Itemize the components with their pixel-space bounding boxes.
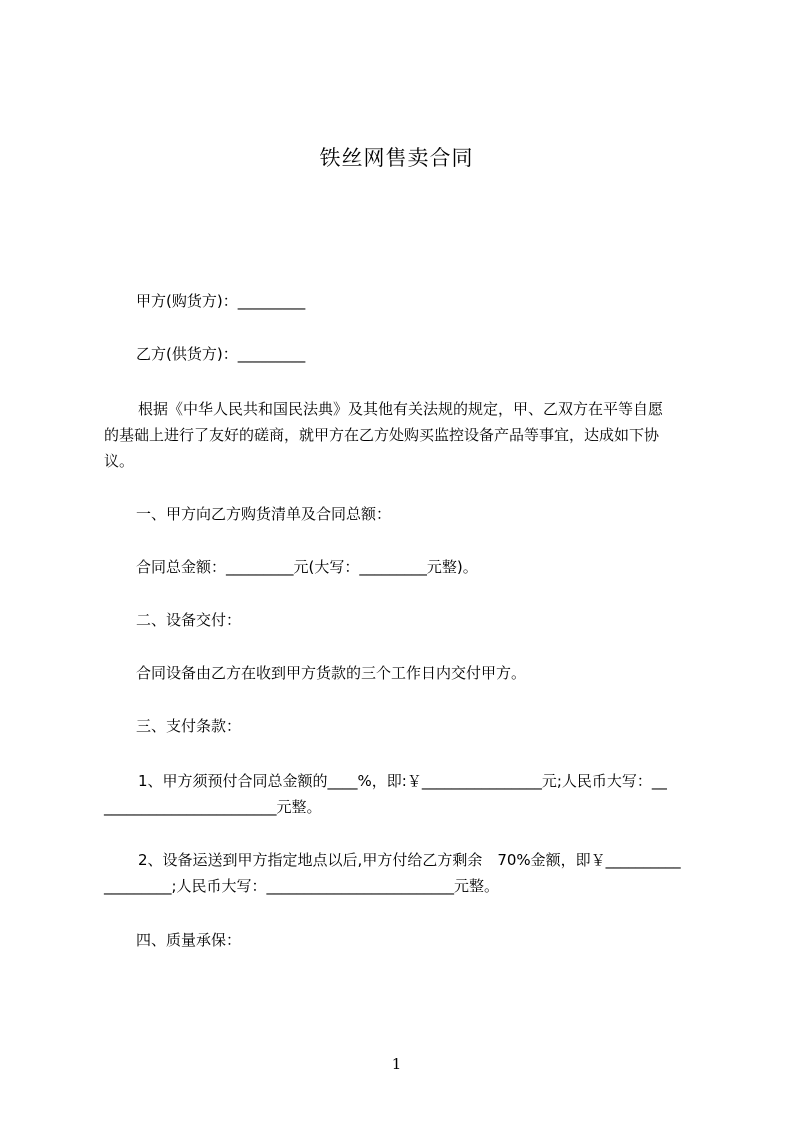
party-b-line: 乙方(供货方)：_________ [136, 345, 306, 363]
payment-clause-1 [104, 768, 704, 820]
intro-line-2: 的基础上进行了友好的磋商，就甲方在乙方处购买监控设备产品等事宜，达成如下协 [104, 426, 660, 444]
section-2-heading: 二、设备交付： [136, 611, 242, 629]
payment-1-line-2: _______________________元整。 [104, 798, 322, 816]
section-1-heading: 一、甲方向乙方购货清单及合同总额： [136, 505, 392, 523]
payment-2-line-1: 2、设备运送到甲方指定地点以后,甲方付给乙方剩余 70%金额，即￥__________ [138, 851, 681, 869]
payment-clause-2 [104, 847, 704, 899]
intro-paragraph [104, 396, 704, 474]
intro-line-1: 根据《中华人民共和国民法典》及其他有关法规的规定，甲、乙双方在平等自愿 [138, 400, 664, 418]
section-3-heading: 三、支付条款： [136, 717, 242, 735]
payment-2-line-2: _________;人民币大写：_________________________元整。 [104, 877, 500, 895]
intro-line-3: 议。 [104, 452, 135, 470]
contract-total-line: 合同总金额：_________元(大写：_________元整)。 [136, 558, 478, 576]
section-4-heading: 四、质量承保： [136, 931, 242, 949]
document-title: 铁丝网售卖合同 [319, 146, 474, 170]
page-number: 1 [391, 1055, 402, 1073]
delivery-text: 合同设备由乙方在收到甲方货款的三个工作日内交付甲方。 [136, 664, 527, 682]
party-a-line: 甲方(购货方)：_________ [136, 292, 306, 310]
payment-1-line-1: 1、甲方须预付合同总金额的____%，即:￥________________元;人民币大写：__ [138, 772, 667, 790]
